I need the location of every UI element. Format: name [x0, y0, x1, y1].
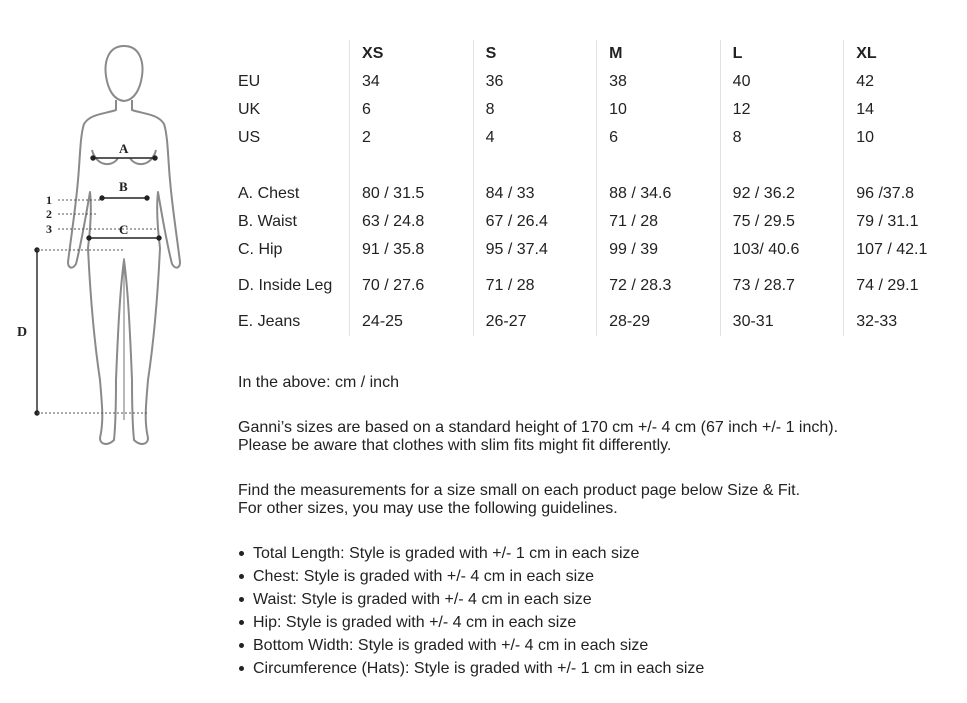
measure-dot	[100, 196, 104, 200]
table-cell: 14	[844, 96, 967, 124]
row-label: EU	[238, 73, 261, 90]
figure-label-a: A	[119, 141, 129, 156]
row-label: A. Chest	[238, 185, 300, 202]
size-header-xl: XL	[844, 40, 967, 68]
units-note: In the above: cm / inch	[238, 374, 399, 391]
spacer-cell	[720, 152, 844, 180]
figure-label-2: 2	[46, 207, 52, 221]
measure-dot	[91, 156, 95, 160]
table-cell: 4	[473, 124, 597, 152]
height-note-line-1: Ganni’s sizes are based on a standard height of 170 cm +/- 4 cm (67 inch +/- 1 inch).	[238, 419, 839, 436]
table-cell: 107 / 42.1	[844, 236, 967, 264]
figure-label-3: 3	[46, 222, 52, 236]
table-cell: 71 / 28	[597, 208, 721, 236]
row-label: UK	[238, 101, 261, 118]
table-cell: 28-29	[597, 308, 721, 336]
table-cell: 91 / 35.8	[350, 236, 474, 264]
table-cell: 36	[473, 68, 597, 96]
list-item: Bottom Width: Style is graded with +/- 4 cm in each size	[238, 635, 704, 658]
table-cell: 10	[597, 96, 721, 124]
list-item: Circumference (Hats): Style is graded with +/- 1 cm in each size	[238, 658, 704, 681]
table-cell: 63 / 24.8	[350, 208, 474, 236]
table-cell: 67 / 26.4	[473, 208, 597, 236]
table-cell: 8	[720, 124, 844, 152]
table-cell: 26-27	[473, 308, 597, 336]
head-outline	[106, 46, 143, 101]
table-cell: 75 / 29.5	[720, 208, 844, 236]
table-row	[232, 308, 967, 336]
body-measurement-figure	[0, 0, 230, 703]
size-header-l: L	[720, 40, 844, 68]
table-cell: 84 / 33	[473, 180, 597, 208]
table-cell: 96 /37.8	[844, 180, 967, 208]
size-header-row	[232, 40, 967, 68]
row-label: US	[238, 129, 261, 146]
table-cell: 79 / 31.1	[844, 208, 967, 236]
table-cell: 80 / 31.5	[350, 180, 474, 208]
table-cell: 103/ 40.6	[720, 236, 844, 264]
spacer-cell	[473, 152, 597, 180]
spacer-cell	[844, 152, 967, 180]
table-row	[232, 68, 967, 96]
guidelines-intro	[238, 482, 800, 518]
table-cell: 24-25	[350, 308, 474, 336]
spacer-cell	[597, 152, 721, 180]
table-cell: 40	[720, 68, 844, 96]
table-cell: 10	[844, 124, 967, 152]
header-empty-cell	[232, 40, 350, 68]
table-cell: 99 / 39	[597, 236, 721, 264]
measure-dot	[145, 196, 149, 200]
row-label: D. Inside Leg	[238, 277, 333, 294]
table-cell: 71 / 28	[473, 264, 597, 308]
height-note-line-2: Please be aware that clothes with slim fits might fit differently.	[238, 437, 672, 454]
size-chart-table	[232, 40, 967, 336]
measure-dot	[153, 156, 157, 160]
figure-label-1: 1	[46, 193, 52, 207]
measure-dot	[87, 236, 91, 240]
measure-dot	[157, 236, 161, 240]
size-header-s: S	[473, 40, 597, 68]
row-label: B. Waist	[238, 213, 297, 230]
figure-label-c: C	[119, 222, 129, 237]
table-row	[232, 180, 967, 208]
list-item: Chest: Style is graded with +/- 4 cm in each size	[238, 566, 704, 589]
table-cell: 2	[350, 124, 474, 152]
table-cell: 42	[844, 68, 967, 96]
table-cell: 95 / 37.4	[473, 236, 597, 264]
row-label: E. Jeans	[238, 313, 301, 330]
table-cell: 12	[720, 96, 844, 124]
guidelines-intro-line-2: For other sizes, you may use the following guidelines.	[238, 500, 618, 517]
table-cell: 30-31	[720, 308, 844, 336]
table-cell: 34	[350, 68, 474, 96]
spacer-cell	[232, 152, 350, 180]
figure-label-b: B	[119, 179, 128, 194]
table-cell: 72 / 28.3	[597, 264, 721, 308]
list-item: Total Length: Style is graded with +/- 1 cm in each size	[238, 543, 704, 566]
table-cell: 73 / 28.7	[720, 264, 844, 308]
list-item: Waist: Style is graded with +/- 4 cm in each size	[238, 589, 704, 612]
size-header-xs: XS	[350, 40, 474, 68]
table-spacer-row	[232, 152, 967, 180]
table-cell: 32-33	[844, 308, 967, 336]
table-cell: 8	[473, 96, 597, 124]
table-cell: 6	[350, 96, 474, 124]
table-row	[232, 264, 967, 308]
table-cell: 70 / 27.6	[350, 264, 474, 308]
table-row	[232, 124, 967, 152]
table-row	[232, 208, 967, 236]
spacer-cell	[350, 152, 474, 180]
table-row	[232, 96, 967, 124]
table-cell: 38	[597, 68, 721, 96]
table-cell: 92 / 36.2	[720, 180, 844, 208]
guidelines-intro-line-1: Find the measurements for a size small on each product page below Size & Fit.	[238, 482, 801, 499]
list-item: Hip: Style is graded with +/- 4 cm in each size	[238, 612, 704, 635]
size-header-m: M	[597, 40, 721, 68]
table-row	[232, 236, 967, 264]
table-cell: 88 / 34.6	[597, 180, 721, 208]
table-cell: 6	[597, 124, 721, 152]
figure-label-d: D	[17, 325, 28, 340]
table-cell: 74 / 29.1	[844, 264, 967, 308]
grading-guidelines-list	[238, 543, 704, 681]
row-label: C. Hip	[238, 241, 283, 258]
height-note	[238, 419, 838, 455]
